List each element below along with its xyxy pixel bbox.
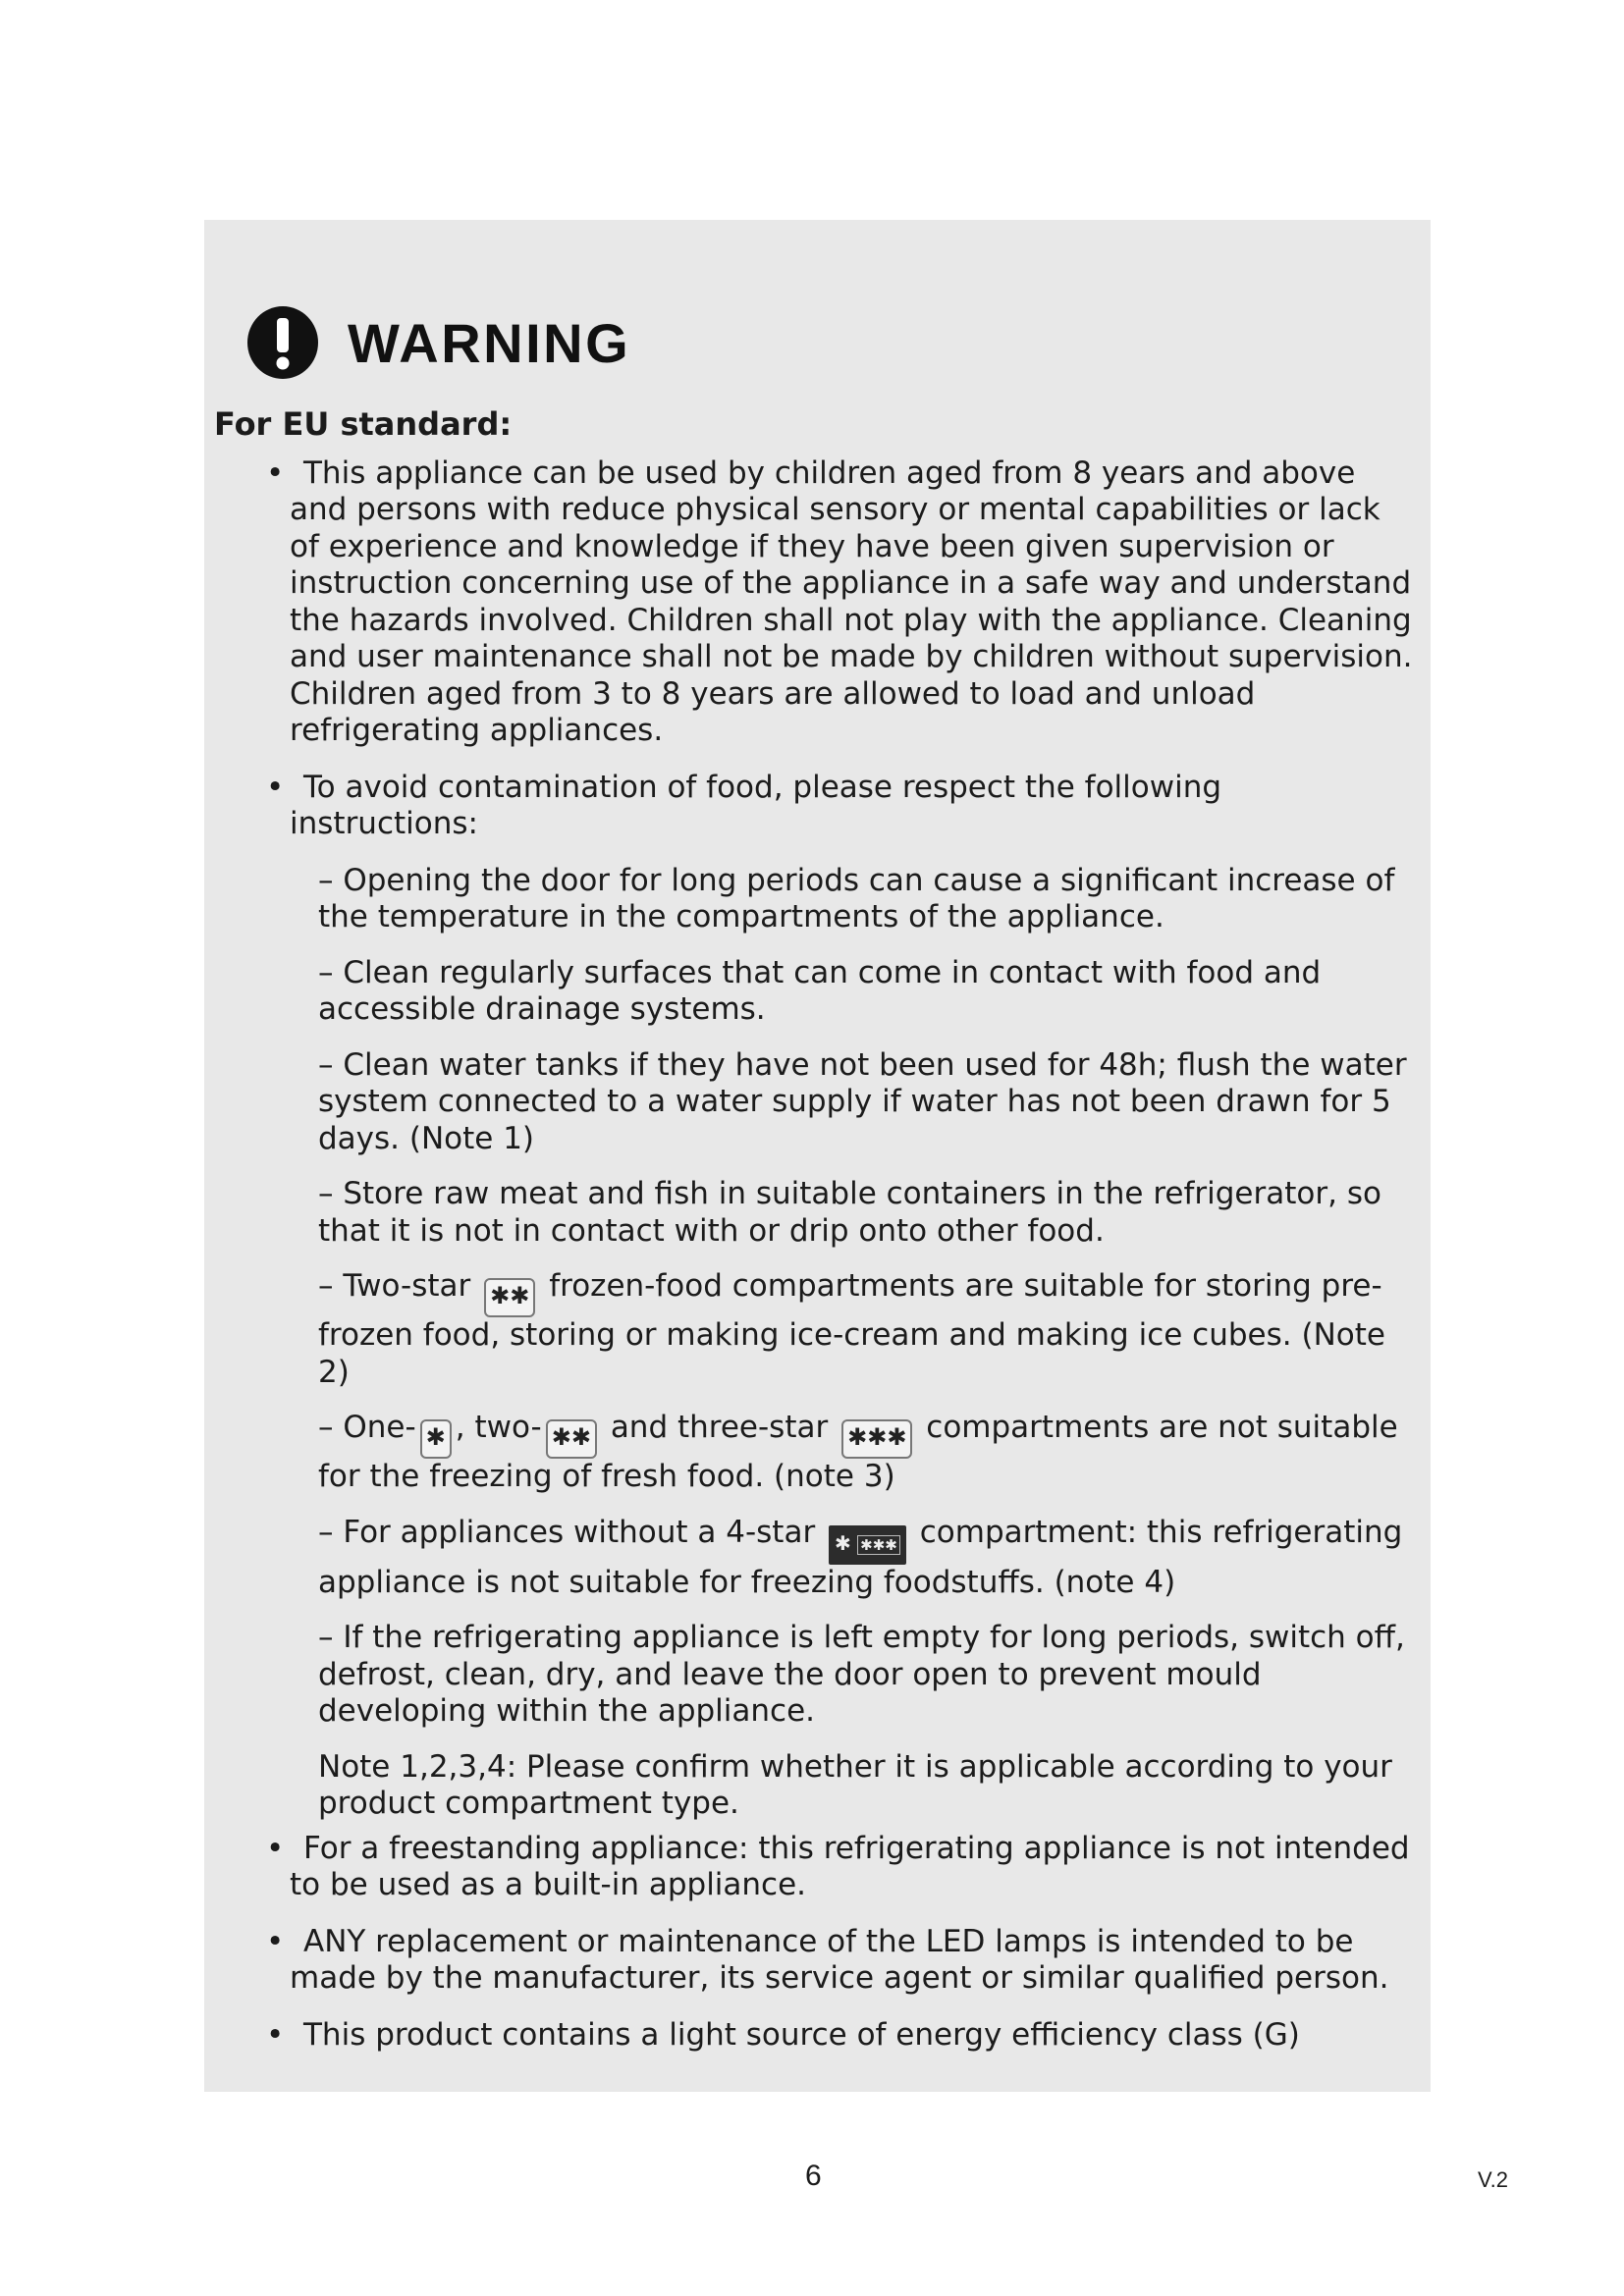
two-star-icon: ✱✱ [484, 1278, 535, 1317]
one-star-icon: ✱ [420, 1419, 452, 1459]
compartment-note: Note 1,2,3,4: Please confirm whether it is applicable according to your product compartment type. [318, 1748, 1392, 1821]
four-star-small-icon: ✱✱✱ [857, 1535, 900, 1555]
warning-header [245, 294, 630, 392]
sub-item-clean-surfaces: – Clean regularly surfaces that can come in contact with food and accessible drainage systems. [318, 954, 1322, 1027]
bullet-item [214, 2017, 1417, 2055]
sub-item-four-star [318, 1515, 1417, 1602]
two-star-text-a: – Two-star [318, 1268, 471, 1304]
sub-item-door: – Opening the door for long periods can cause a significant increase of the temperature in the compartments of the appliance. [318, 862, 1395, 934]
two-star-icon: ✱✱ [546, 1419, 597, 1459]
star-text-b: , two- [455, 1410, 542, 1445]
bullet-text-freestanding: For a freestanding appliance: this refrigerating appliance is not intended to be used as a built-in appliance. [290, 1830, 1410, 1902]
sub-list [266, 863, 1417, 1823]
sub-item-two-star [318, 1268, 1417, 1391]
sub-item-water-tanks: – Clean water tanks if they have not been used for 48h; flush the water system connected to a water supply if water has not been drawn for 5 days. (Note 1) [318, 1046, 1407, 1156]
four-star-main-icon: ✱ [835, 1530, 851, 1555]
four-star-text-b: compartment: this refrigerating appliance is not suitable for freezing foodstuffs. (note 4) [318, 1514, 1403, 1600]
exclamation-circle-icon [245, 305, 320, 380]
bullet-text: • This appliance can be used by children aged from 8 years and above and persons with reduce physical sensory or mental capabilities or lack of experience and knowledge if they have been given supervision or instruction concerning use of the appliance in a safe way and understand the hazards involved. Children shall not play with the appliance. Cleaning and user maintenance shall not be made by children without supervision. Children aged from 3 to 8 years are allowed to load and unload refrigerating appliances. [266, 454, 1413, 748]
warning-panel [204, 220, 1431, 2092]
version-label: V.2 [1478, 2167, 1509, 2192]
two-star-text-b: frozen-food compartments are suitable for storing pre-frozen food, storing or making ice-cream and making ice cubes. (Note 2) [318, 1268, 1385, 1390]
bullet-text-contamination: To avoid contamination of food, please respect the following instructions: [290, 769, 1222, 841]
bullet-item [214, 1924, 1417, 1998]
bullet-text: • To avoid contamination of food, please respect the following instructions: [266, 769, 1222, 841]
bullet-text: • ANY replacement or maintenance of the LED lamps is intended to be made by the manufacturer, its service agent or similar qualified person. [266, 1923, 1389, 1996]
warning-title: WARNING [348, 311, 631, 374]
bullet-text-children: This appliance can be used by children aged from 8 years and above and persons with reduce physical sensory or mental capabilities or lack of experience and knowledge if they have been given supervision or instruction concerning use of the appliance in a safe way and understand the hazards involved. Children shall not play with the appliance. Cleaning and user maintenance shall not be made by children without supervision. Children aged from 3 to 8 years are allowed to load and unload refrigerating appliances. [290, 454, 1413, 748]
bullet-item [214, 1831, 1417, 1904]
warning-content [214, 406, 1417, 2073]
star-text-a: – One- [318, 1410, 416, 1445]
sub-item-raw-meat: – Store raw meat and fish in suitable containers in the refrigerator, so that it is not in contact with or drip onto other food. [318, 1176, 1381, 1249]
bullet-text: • For a freestanding appliance: this refrigerating appliance is not intended to be used as a built-in appliance. [266, 1830, 1410, 1902]
four-star-text-a: – For appliances without a 4-star [318, 1514, 816, 1550]
bullet-item [214, 455, 1417, 750]
star-text-d: compartments are not suitable for the freezing of fresh food. (note 3) [318, 1410, 1398, 1494]
bullet-item [214, 770, 1417, 1823]
section-heading: For EU standard: [214, 405, 513, 443]
bullet-text-energy: This product contains a light source of energy efficiency class (G) [303, 2016, 1300, 2053]
four-star-icon [829, 1525, 906, 1565]
bullet-text-led: ANY replacement or maintenance of the LED lamps is intended to be made by the manufacturer, its service agent or similar qualified person. [290, 1923, 1389, 1996]
three-star-icon: ✱✱✱ [841, 1419, 912, 1459]
page-number: 6 [805, 2160, 822, 2192]
sub-item-one-two-three-star [318, 1410, 1417, 1496]
star-text-c: and three-star [610, 1410, 829, 1445]
sub-item-empty: – If the refrigerating appliance is left empty for long periods, switch off, defrost, clean, dry, and leave the door open to prevent mould developing within the appliance. [318, 1620, 1405, 1729]
bullet-text: • This product contains a light source of energy efficiency class (G) [266, 2016, 1300, 2053]
